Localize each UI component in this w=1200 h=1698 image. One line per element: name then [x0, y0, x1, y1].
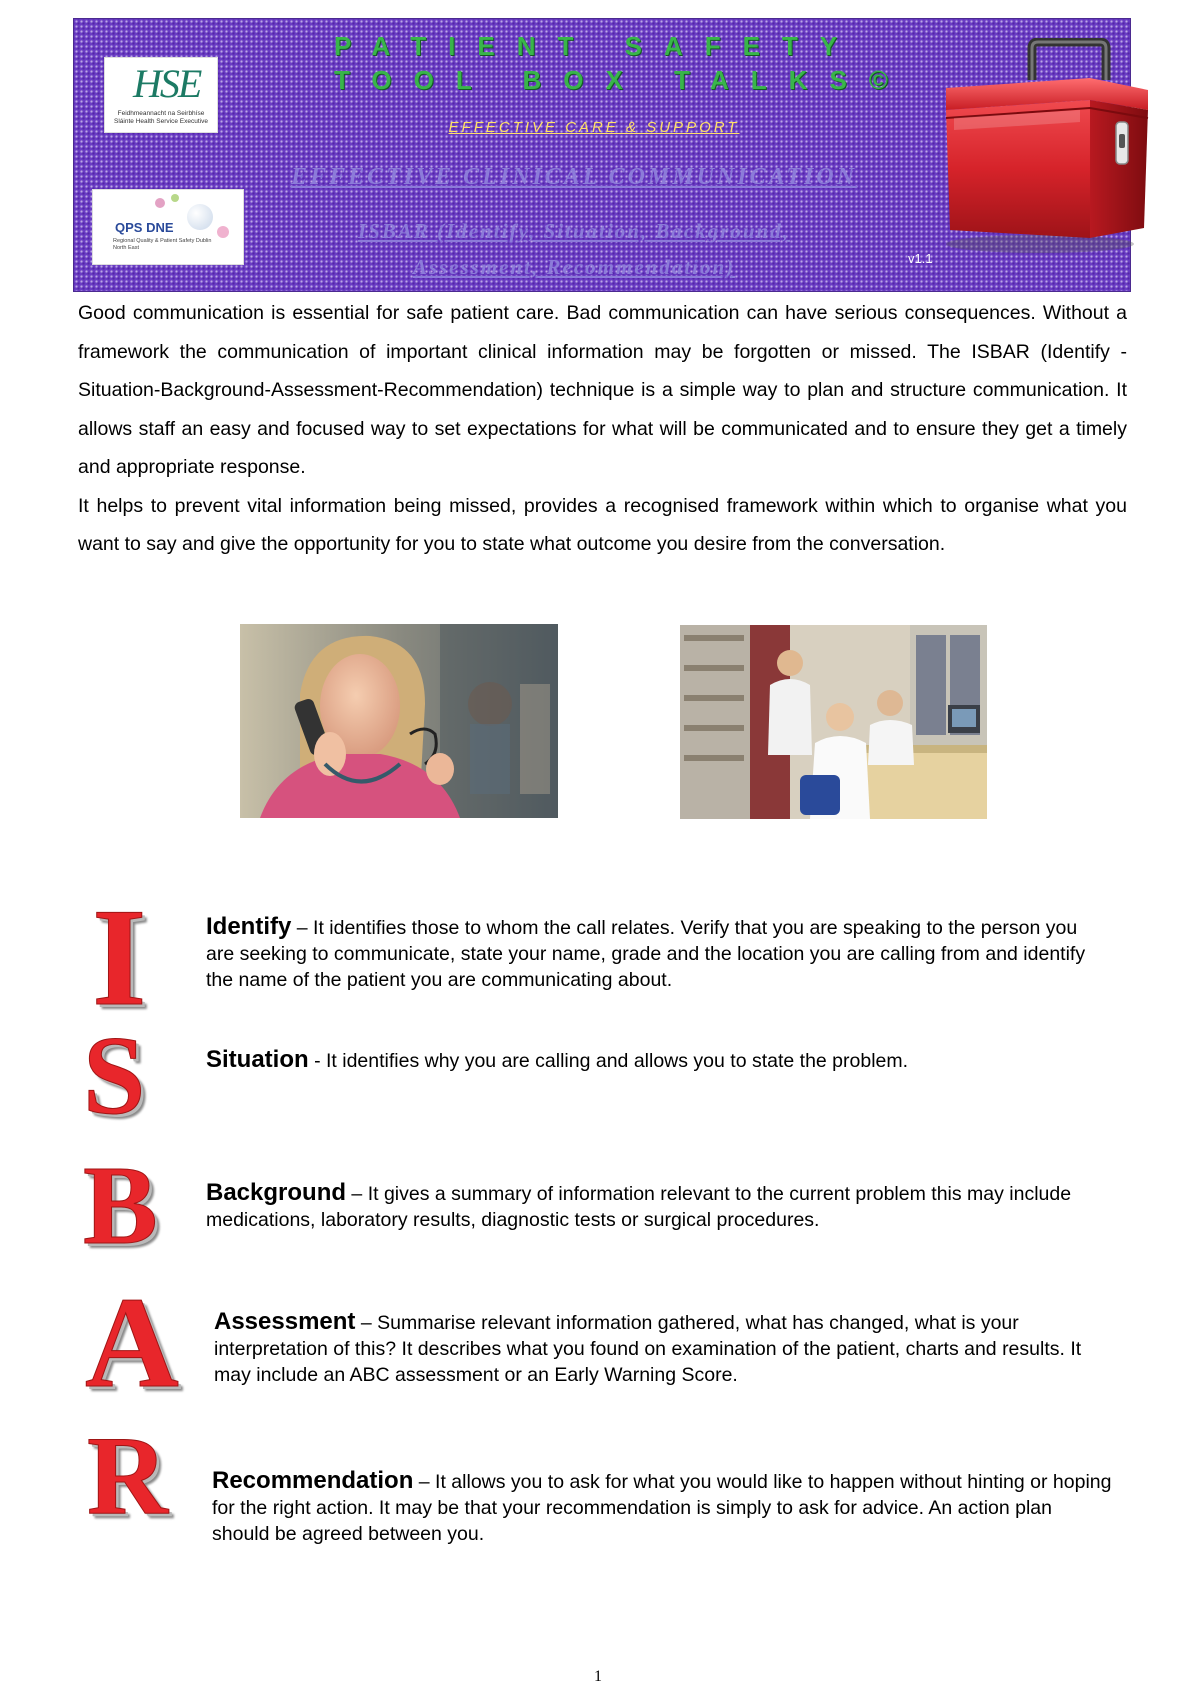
toolbox-icon	[940, 38, 1152, 258]
isbar-background	[206, 1180, 1126, 1233]
situation-term: Situation	[206, 1046, 309, 1073]
identify-description: – It identifies those to whom the call relates. Verify that you are speaking to the person you are seeking to communicate, state your name, grade and the location you are calling from and identify the name of the patient you are communicating about.	[206, 917, 1086, 991]
isbar-letter-b: B	[83, 1144, 158, 1268]
banner-isbar-line-2: Assessment, Recommendation)	[412, 255, 736, 279]
intro-paragraph-2: It helps to prevent vital information being missed, provides a recognised framework within which to organise what you want to say and give the opportunity for you to state what outcome you desire from the conversation.	[78, 494, 1127, 555]
banner-title-line-2: TOOL BOX TALKS©	[334, 65, 910, 95]
nurses-station-photo	[680, 625, 987, 819]
situation-description: - It identifies why you are calling and allows you to state the problem.	[308, 1050, 909, 1072]
hse-logo-subtext: Feidhmeannacht na Seirbhíse Sláinte Health Service Executive	[114, 110, 208, 125]
isbar-situation	[206, 1047, 1106, 1074]
intro-paragraph-1: Good communication is essential for safe patient care. Bad communication can have serious consequences. Without a framework the communication of important clinical information may be forgotten or missed. The ISBAR (Identify -Situation-Background-Assessment-Recommendation) technique is a simple way to plan and structure communication. It allows staff an easy and focused way to set expectations for what will be communicated and to ensure they get a timely and appropriate response.	[78, 302, 1127, 478]
recommendation-term: Recommendation	[212, 1467, 414, 1494]
recommendation-description: – It allows you to ask for what you would like to happen without hinting or hoping for the right action. It may be that your recommendation is simply to ask for advice. An action plan should be agreed between you.	[212, 1471, 1112, 1545]
background-term: Background	[206, 1179, 347, 1206]
isbar-assessment	[214, 1309, 1114, 1388]
isbar-recommendation	[212, 1468, 1112, 1547]
nurse-on-phone-photo	[240, 624, 558, 818]
qps-logo-subtext: Regional Quality & Patient Safety Dublin North East	[113, 238, 212, 251]
qps-logo-title: QPS DNE	[115, 220, 174, 235]
banner-topic: EFFECTIVE CLINICAL COMMUNICATION	[291, 164, 857, 190]
qps-dne-logo	[92, 189, 244, 265]
background-description: – It gives a summary of information relevant to the current problem this may include medications, laboratory results, diagnostic tests or surgical procedures.	[206, 1183, 1072, 1231]
identify-term: Identify	[206, 913, 292, 940]
assessment-description: – Summarise relevant information gathered, what has changed, what is your interpretation of this? It describes what you found on examination of the patient, charts and results. It may include an ABC assessment or an Early Warning Score.	[214, 1312, 1082, 1386]
page-number: 1	[594, 1668, 602, 1685]
isbar-letter-a: A	[85, 1271, 179, 1415]
hse-logo-mark: HSE	[133, 61, 201, 106]
hse-logo	[104, 57, 218, 133]
banner-subtitle: EFFECTIVE CARE & SUPPORT	[448, 119, 740, 136]
banner-isbar-line-1: ISBAR (Identify, Situation, Background,	[358, 219, 790, 243]
isbar-letter-i: I	[92, 880, 147, 1035]
intro-text	[78, 294, 1127, 564]
banner-title-line-1: PATIENT SAFETY	[334, 31, 860, 61]
isbar-letter-s: S	[83, 1014, 146, 1138]
isbar-letter-r: R	[87, 1414, 168, 1538]
assessment-term: Assessment	[214, 1308, 356, 1335]
version-label: v1.1	[908, 251, 933, 266]
isbar-identify	[206, 914, 1106, 993]
